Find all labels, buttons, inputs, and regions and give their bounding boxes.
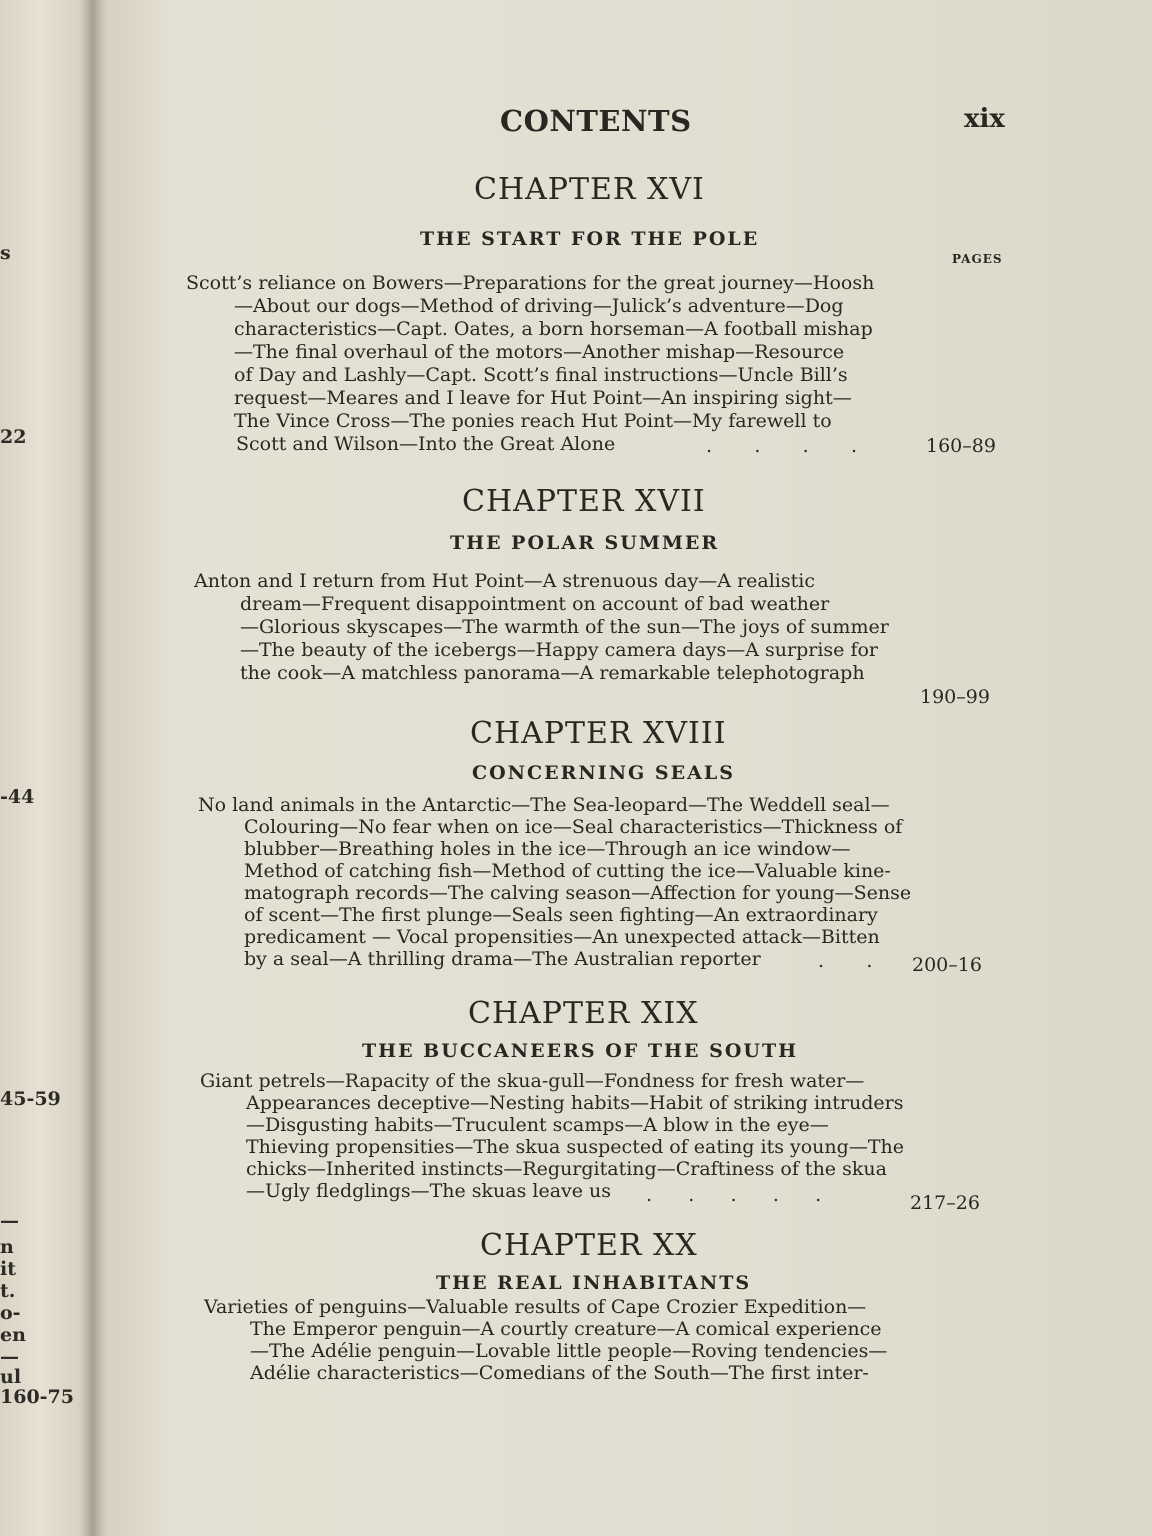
contents-line: of scent—The first plunge—Seals seen fighting—An extraordinary xyxy=(244,904,878,926)
contents-line: No land animals in the Antarctic—The Sea-leopard—The Weddell seal— xyxy=(198,794,890,816)
page-range: 160–89 xyxy=(926,435,996,457)
chapter-heading: CHAPTER XVIII xyxy=(470,716,727,751)
chapter-heading: CHAPTER XX xyxy=(480,1228,698,1263)
leader-dots: . . . . xyxy=(706,435,857,457)
contents-line: by a seal—A thrilling drama—The Australian reporter xyxy=(244,948,761,970)
pages-column-label: PAGES xyxy=(952,252,1003,266)
contents-line: request—Meares and I leave for Hut Point—An inspiring sight— xyxy=(234,387,852,409)
contents-line: matograph records—The calving season—Affection for young—Sense xyxy=(244,882,912,904)
contents-line: —Glorious skyscapes—The warmth of the sun—The joys of summer xyxy=(240,616,889,638)
chapter-title: THE POLAR SUMMER xyxy=(450,532,720,554)
contents-line: —Ugly fledglings—The skuas leave us xyxy=(246,1180,612,1202)
contents-line: —About our dogs—Method of driving—Julick’s adventure—Dog xyxy=(234,295,844,317)
contents-line: Colouring—No fear when on ice—Seal characteristics—Thickness of xyxy=(244,816,903,838)
facing-page-fragment: 45-59 xyxy=(0,1088,61,1110)
facing-page-fragment: — xyxy=(0,1210,19,1232)
leader-dots: . . xyxy=(818,950,873,972)
contents-line: Thieving propensities—The skua suspected of eating its young—The xyxy=(246,1136,904,1158)
contents-line: Adélie characteristics—Comedians of the South—The first inter- xyxy=(250,1362,869,1384)
chapter-heading: CHAPTER XIX xyxy=(468,996,699,1031)
contents-line: characteristics—Capt. Oates, a born horseman—A football mishap xyxy=(234,318,873,340)
book-gutter xyxy=(82,0,104,1536)
contents-line: Giant petrels—Rapacity of the skua-gull—Fondness for fresh water— xyxy=(200,1070,865,1092)
facing-page-fragment: n xyxy=(0,1236,14,1258)
contents-line: —Disgusting habits—Truculent scamps—A blow in the eye— xyxy=(246,1114,829,1136)
contents-line: The Vince Cross—The ponies reach Hut Point—My farewell to xyxy=(234,410,832,432)
facing-page-fragment: -44 xyxy=(0,786,35,808)
chapter-heading: CHAPTER XVI xyxy=(474,172,705,207)
contents-line: —The final overhaul of the motors—Another mishap—Resource xyxy=(234,341,845,363)
contents-line: Anton and I return from Hut Point—A strenuous day—A realistic xyxy=(194,570,815,592)
chapter-title: THE REAL INHABITANTS xyxy=(436,1272,752,1294)
facing-page-fragment: — xyxy=(0,1346,19,1368)
chapter-title: THE START FOR THE POLE xyxy=(420,228,760,250)
chapter-title: CONCERNING SEALS xyxy=(472,762,735,784)
contents-line: Scott and Wilson—Into the Great Alone xyxy=(236,433,616,455)
contents-line: the cook—A matchless panorama—A remarkable telephotograph xyxy=(240,662,865,684)
contents-line: of Day and Lashly—Capt. Scott’s final instructions—Uncle Bill’s xyxy=(234,364,848,386)
chapter-title: THE BUCCANEERS OF THE SOUTH xyxy=(362,1040,799,1062)
facing-page-fragment: 22 xyxy=(0,426,27,448)
facing-page-fragment: t. xyxy=(0,1280,16,1302)
facing-page-fragment: en xyxy=(0,1324,26,1346)
contents-line: Scott’s reliance on Bowers—Preparations for the great journey—Hoosh xyxy=(186,272,875,294)
contents-line: —The Adélie penguin—Lovable little people—Roving tendencies— xyxy=(250,1340,888,1362)
page-range: 200–16 xyxy=(912,954,982,976)
page-range: 217–26 xyxy=(910,1192,980,1214)
contents-line: dream—Frequent disappointment on account of bad weather xyxy=(240,593,830,615)
contents-line: chicks—Inherited instincts—Regurgitating—Craftiness of the skua xyxy=(246,1158,887,1180)
facing-page-fragment: it xyxy=(0,1258,16,1280)
contents-line: The Emperor penguin—A courtly creature—A comical experience xyxy=(250,1318,882,1340)
contents-line: blubber—Breathing holes in the ice—Through an ice window— xyxy=(244,838,851,860)
page-number: xix xyxy=(964,104,1005,134)
page-range: 190–99 xyxy=(920,686,990,708)
leader-dots: . . . . . xyxy=(646,1184,822,1206)
facing-page-fragment: ul xyxy=(0,1366,22,1388)
chapter-heading: CHAPTER XVII xyxy=(462,484,706,519)
facing-page-fragment: 160-75 xyxy=(0,1386,74,1408)
contents-line: Appearances deceptive—Nesting habits—Habit of striking intruders xyxy=(246,1092,904,1114)
facing-page-fragment: s xyxy=(0,242,11,264)
contents-line: —The beauty of the icebergs—Happy camera days—A surprise for xyxy=(240,639,878,661)
running-head: CONTENTS xyxy=(500,104,692,138)
contents-line: Method of catching fish—Method of cutting the ice—Valuable kine- xyxy=(244,860,891,882)
facing-page-fragment: o- xyxy=(0,1302,21,1324)
contents-line: predicament — Vocal propensities—An unexpected attack—Bitten xyxy=(244,926,880,948)
contents-line: Varieties of penguins—Valuable results of Cape Crozier Expedition— xyxy=(204,1296,867,1318)
